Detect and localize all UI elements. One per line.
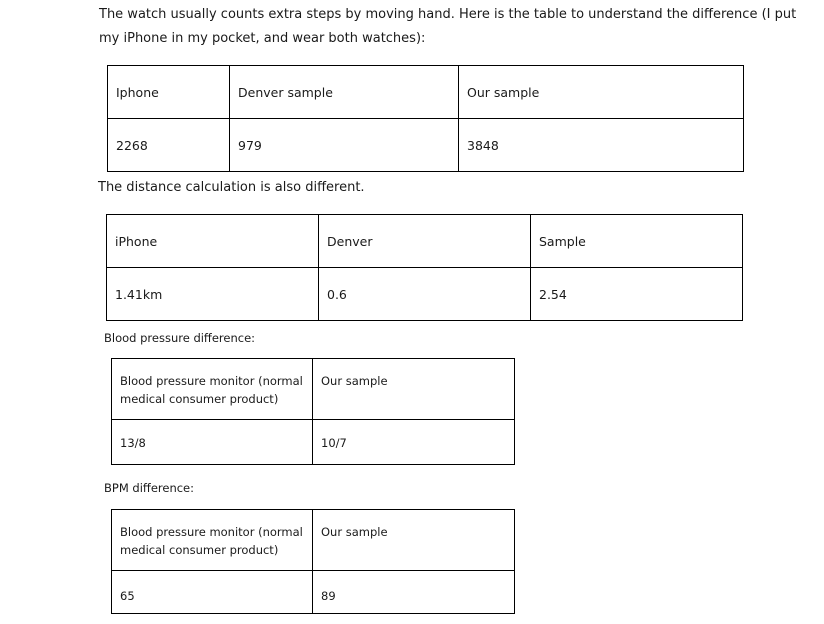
table-header-cell: Blood pressure monitor (normal medical consumer product) xyxy=(112,510,313,571)
table-header-cell: Blood pressure monitor (normal medical consumer product) xyxy=(112,359,313,420)
table-row xyxy=(107,215,743,268)
table-cell: 3848 xyxy=(459,119,744,172)
table-cell: 2268 xyxy=(108,119,230,172)
bpm-table xyxy=(111,509,515,614)
steps-table xyxy=(107,65,744,172)
table-header-cell: Denver xyxy=(319,215,531,268)
table-header-cell: Our sample xyxy=(313,359,515,420)
blood-pressure-table xyxy=(111,358,515,465)
table-header-cell: Denver sample xyxy=(230,66,459,119)
table-row xyxy=(108,66,744,119)
intro-paragraph: The watch usually counts extra steps by moving hand. Here is the table to understand the difference (I put my iPhone in my pocket, and wear both watches): xyxy=(99,7,797,46)
table-header-cell: Iphone xyxy=(108,66,230,119)
distance-table xyxy=(106,214,743,321)
table-cell: 2.54 xyxy=(531,268,743,321)
bpm-caption: BPM difference: xyxy=(104,481,195,495)
table-header-cell: Our sample xyxy=(459,66,744,119)
distance-caption: The distance calculation is also different. xyxy=(98,180,365,195)
table-row xyxy=(107,268,743,321)
table-row xyxy=(112,420,515,465)
table-row xyxy=(112,510,515,571)
table-cell: 65 xyxy=(112,571,313,614)
table-cell: 0.6 xyxy=(319,268,531,321)
table-row xyxy=(108,119,744,172)
table-cell: 13/8 xyxy=(112,420,313,465)
table-header-cell: Our sample xyxy=(313,510,515,571)
table-cell: 89 xyxy=(313,571,515,614)
table-cell: 1.41km xyxy=(107,268,319,321)
table-header-cell: iPhone xyxy=(107,215,319,268)
table-row xyxy=(112,571,515,614)
table-header-cell: Sample xyxy=(531,215,743,268)
table-cell: 10/7 xyxy=(313,420,515,465)
table-cell: 979 xyxy=(230,119,459,172)
bp-caption: Blood pressure difference: xyxy=(104,331,256,345)
table-row xyxy=(112,359,515,420)
